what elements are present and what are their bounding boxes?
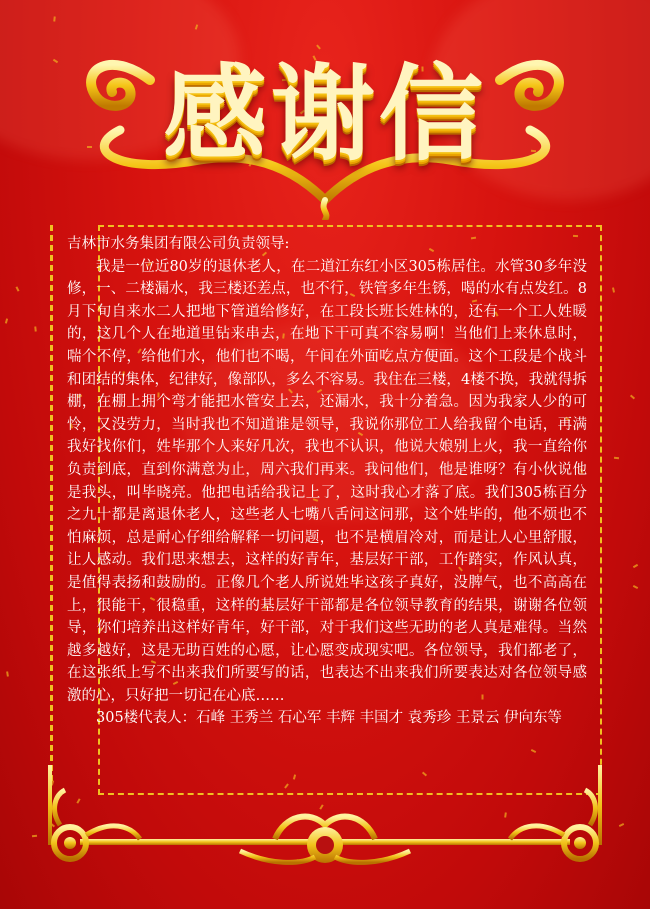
confetti-speck [630, 395, 635, 400]
frame-left-edge [50, 225, 53, 785]
confetti-speck [16, 286, 20, 291]
confetti-speck [32, 835, 37, 838]
confetti-speck [612, 287, 615, 292]
letter-salutation: 吉林市水务集团有限公司负责领导: [67, 236, 290, 252]
confetti-speck [619, 823, 624, 827]
confetti-speck [614, 457, 619, 460]
confetti-speck [633, 564, 638, 568]
confetti-speck [633, 585, 638, 589]
page-title: 感谢信 [162, 53, 487, 175]
title-banner [0, 0, 650, 220]
confetti-speck [34, 326, 37, 331]
letter-paragraph: 我是一位近80岁的退休老人，在二道江东红小区305栋居住。水管30多年没修，一、二楼漏水，我三楼还差点，也不行，铁管多年生锈，喝的水有点发红。8月下旬自来水二人把地下管道给修好，在工段长班长姓林的，还有一个工人姓暖的，这几个人在地道里钻来串去，在地下干可真不容易啊！当他们上来休息时，喘个不停，给他们水，他们也不喝，午间在外面吃点方便面。这个工段是个战斗和团结的集体，纪律好，像部队，多么不容易。我住在三楼，4楼不换，我就得拆棚，在棚上拥个弯才能把水管安上去，还漏水，我十分着急。因为我家人少的可怜，又没劳力，当时我也不知道谁是领导，我说你那位工人给我留个电话，再满我好找你们，姓毕那个人来好几次，我也不认识，他说大娘别上火，我一直给你负责到底，直到你满意为止，周六我们再来。我问他们，他是谁呀？有小伙说他是我头，叫毕晓亮。他把电话给我记上了，这时我心才落了底。我们305栋百分之九十都是离退休老人，这些老人七嘴八舌问这问那，这个姓毕的，他不烦也不怕麻烦，总是耐心仔细给解释一切问题，也不是横眉冷对，而是让人心里舒服，让人感动。我们思来想去，这样的好青年，基层好干部，工作踏实，作风认真，是值得表扬和鼓励的。正像几个老人所说姓毕这孩子真好，没脾气，也不高高在上，很能干，很稳重，这样的基层好干部都是各位领导教育的结果，谢谢各位领导，你们培养出这样好青年，好干部，对于我们这些无助的老人真是难得。当然越多越好，这是无助百姓的心愿，让心愿变成现实吧。各位领导，我们都老了，在这张纸上写不出来我们所要写的话，也表达不出来我们所要表达对各位领导感激的心，只好把一切记在心底…… [67, 258, 587, 704]
bottom-ornament [40, 765, 610, 875]
confetti-speck [6, 671, 9, 676]
letter-signers: 305楼代表人：石峰 王秀兰 石心军 丰辉 丰国才 袁秀珍 王景云 伊向东等 [96, 710, 562, 727]
letter-body [67, 233, 587, 730]
confetti-speck [5, 318, 8, 323]
